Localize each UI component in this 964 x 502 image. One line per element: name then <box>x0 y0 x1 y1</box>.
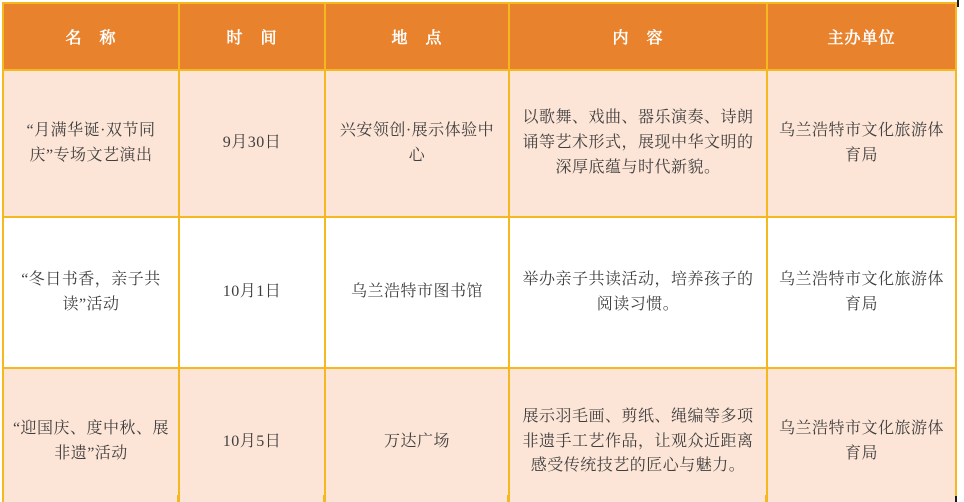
cell-time: 10月1日 <box>179 217 325 368</box>
header-cell-content: 内 容 <box>509 3 767 70</box>
cell-place: 兴安领创·展示体验中心 <box>325 70 509 217</box>
cell-place: 万达广场 <box>325 368 509 502</box>
header-cell-place: 地 点 <box>325 3 509 70</box>
grid-stub <box>765 495 767 502</box>
table-row <box>3 368 956 502</box>
grid-stub <box>177 495 179 502</box>
cell-organizer: 乌兰浩特市文化旅游体育局 <box>767 217 956 368</box>
edge-artifact <box>957 0 959 7</box>
cell-organizer: 乌兰浩特市文化旅游体育局 <box>767 70 956 217</box>
header-row <box>3 3 956 70</box>
cell-name: “月满华诞·双节同庆”专场文艺演出 <box>3 70 179 217</box>
header-cell-organizer: 主办单位 <box>767 3 956 70</box>
events-table <box>2 2 957 502</box>
header-cell-name: 名 称 <box>3 3 179 70</box>
cell-content: 举办亲子共读活动，培养孩子的阅读习惯。 <box>509 217 767 368</box>
grid-stub <box>323 495 325 502</box>
cell-name: “冬日书香，亲子共读”活动 <box>3 217 179 368</box>
cell-content: 展示羽毛画、剪纸、绳编等多项非遗手工艺作品，让观众近距离感受传统技艺的匠心与魅力。 <box>509 368 767 502</box>
edge-artifact <box>955 496 957 502</box>
cell-name: “迎国庆、度中秋、展非遗”活动 <box>3 368 179 502</box>
table-row <box>3 70 956 217</box>
grid-stub <box>507 495 509 502</box>
cell-time: 9月30日 <box>179 70 325 217</box>
cell-content: 以歌舞、戏曲、器乐演奏、诗朗诵等艺术形式，展现中华文明的深厚底蕴与时代新貌。 <box>509 70 767 217</box>
table-row <box>3 217 956 368</box>
cell-organizer: 乌兰浩特市文化旅游体育局 <box>767 368 956 502</box>
cell-time: 10月5日 <box>179 368 325 502</box>
cell-place: 乌兰浩特市图书馆 <box>325 217 509 368</box>
header-cell-time: 时 间 <box>179 3 325 70</box>
